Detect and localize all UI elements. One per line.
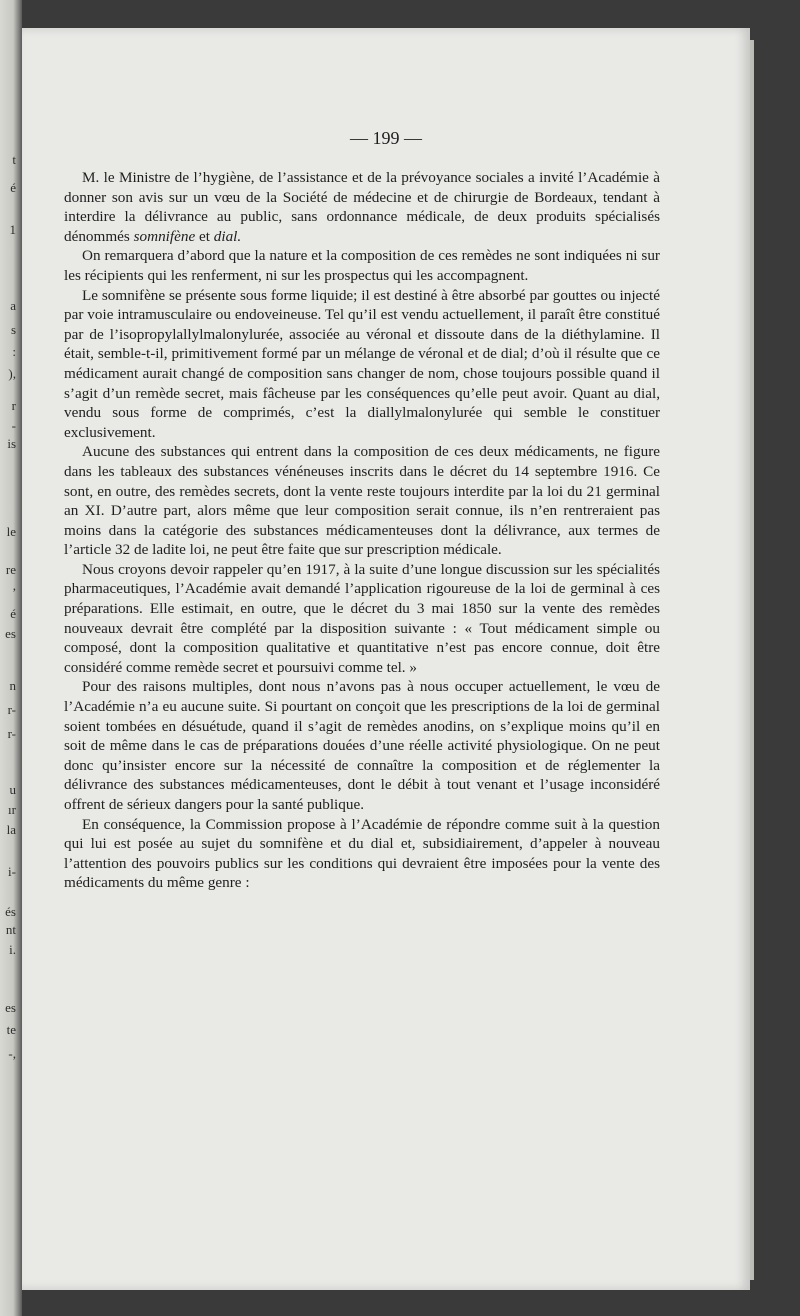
margin-fragment: s (10, 322, 16, 337)
margin-fragment: le (6, 524, 16, 539)
margin-fragment: es (5, 1000, 16, 1015)
paragraph: On remarquera d’abord que la nature et la composition de ces remèdes ne sont indiquées ni sur les récipients qui les renferment, ni sur les prospectus qui les accompagnent. (64, 247, 660, 284)
paragraph-text: M. le Ministre de l’hygiène, de l’assistance et de la prévoyance sociales a invité l’Académie à donner son avis sur un vœu de la Société de médecine et de chirurgie de Bordeaux, tendant à interdire la délivrance au public, sans ordonnance médicale, de deux produits spécialisés dénommés (64, 169, 660, 245)
paragraph: Nous croyons devoir rappeler qu’en 1917, à la suite d’une longue discussion sur les spécialités pharmaceutiques, l’Académie avait demandé l’application rigoureuse de la loi de germinal à ces préparations. Elle estimait, en outre, que le décret du 3 mai 1850 sur la vente des remèdes nouveaux devrait être complété par la disposition suivante : « Tout médicament simple ou composé, dont la composition qualitative et quantitative n’est pas encore connue, doit être considéré comme remède secret et poursuivi comme tel. » (64, 560, 660, 676)
margin-fragment: u (9, 782, 16, 797)
margin-fragment: a (10, 298, 16, 313)
margin-fragment: , (12, 578, 16, 593)
product-name-somnifene: somnifène (133, 227, 196, 245)
margin-fragment: is (7, 436, 16, 451)
margin-fragment: és (5, 904, 16, 919)
margin-fragment: i- (8, 864, 16, 879)
paragraph (64, 168, 660, 246)
margin-fragment: -, (8, 1046, 16, 1061)
margin-fragment: n (9, 678, 16, 693)
margin-fragment: 1 (9, 222, 16, 237)
paragraph: Aucune des substances qui entrent dans la composition de ces deux médicaments, ne figure dans les tableaux des substances vénéneuses inscrits dans le décret du 14 septembre 1916. Ce sont, en outre, des remèdes secrets, dont la vente reste toujours interdite par la loi du 21 germinal an XI. D’autre part, alors même que leur composition serait connue, ils n’en rentreraient pas moins dans la catégorie des substances médicamenteuses dont la délivrance, aux termes de l’article 32 de ladite loi, ne peut être faite que sur prescription médicale. (64, 443, 660, 559)
paragraph: Pour des raisons multiples, dont nous n’avons pas à nous occuper actuellement, le vœu de l’Académie n’a eu aucune suite. Si pourtant on conçoit que les prescriptions de la loi de germinal soient tombées en désuétude, quand il s’agit de remèdes anodins, on s’explique moins qu’il en soit de même dans le cas de préparations douées d’une réelle activité physiologique. On ne peut donc qu’insister encore sur la nécessité de connaître la composition et de réglementer la délivrance des substances médicamenteuses, dont le débit à tout venant et l’usage inconsidéré offrent de sérieux dangers pour la santé publique. (64, 678, 660, 813)
page-number: — 199 — (350, 128, 422, 148)
adjacent-page-edge (0, 0, 22, 1316)
margin-fragment: r- (7, 726, 16, 741)
margin-fragment: t (12, 152, 16, 167)
margin-fragment: re (5, 562, 16, 577)
paragraph: En conséquence, la Commission propose à l’Académie de répondre comme suit à la question qui lui est posée au sujet du somnifène et du dial et, subsidiairement, d’appeler à nouveau l’attention des pouvoirs publics sur les conditions qui devraient être imposées pour la vente des médicaments du même genre : (64, 815, 660, 892)
paragraph: Le somnifène se présente sous forme liquide; il est destiné à être absorbé par gouttes ou injecté par voie intramusculaire ou endoveineuse. Tel qu’il est vendu actuellement, il paraît être constitué par de l’isopropylallylmalonylurée, associée au véronal et dissoute dans de la diéthylamine. Il était, semble-t-il, primitivement formé par un mélange de véronal et de dial; d’où il résulte que ce médicament aurait changé de composition sans changer de nom, chose toujours possible quand il s’agit d’un remède secret, mais fâcheuse par les conséquences qu’elle peut avoir. Quant au dial, vendu sous forme de comprimés, c’est la diallylmalonylurée qui semble le constituer exclusivement. (64, 286, 660, 441)
margin-fragment: es (5, 626, 16, 641)
margin-fragment: nt (5, 922, 16, 937)
margin-fragment: é (10, 606, 16, 621)
margin-fragment: te (6, 1022, 16, 1037)
margin-fragment: ır (8, 802, 16, 817)
product-name-dial: dial. (213, 227, 242, 245)
margin-fragment: é (10, 180, 16, 195)
margin-fragment: : (12, 344, 16, 359)
body-text (64, 168, 660, 893)
book-page (22, 28, 750, 1290)
margin-fragment: - (11, 418, 16, 433)
margin-fragment: ), (8, 366, 16, 381)
margin-fragment: la (6, 822, 16, 837)
margin-fragment: r (11, 398, 16, 413)
margin-fragment: r- (7, 702, 16, 717)
margin-fragment: i. (9, 942, 16, 957)
paragraph-text: et (195, 227, 214, 245)
